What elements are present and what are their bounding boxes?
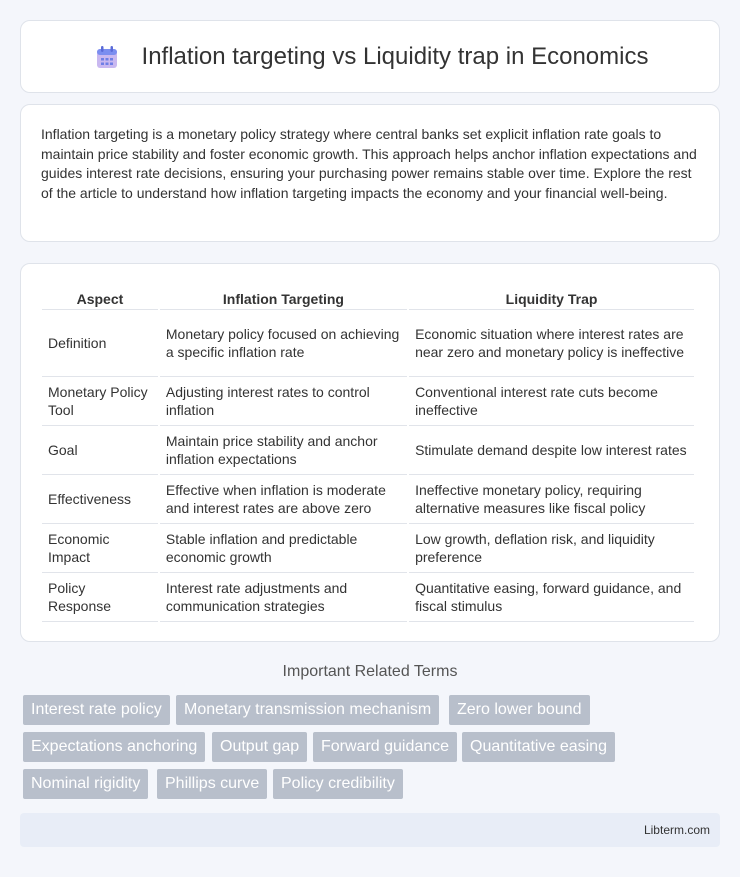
cell-aspect: Economic Impact [42,524,158,573]
cell-aspect: Definition [42,310,158,377]
term-tag[interactable]: Interest rate policy [23,695,170,725]
intro-card [20,104,720,242]
term-tag[interactable]: Zero lower bound [449,695,590,725]
footer [20,813,720,847]
cell-inflation-targeting: Effective when inflation is moderate and interest rates are above zero [160,475,407,524]
cell-inflation-targeting: Maintain price stability and anchor inflation expectations [160,426,407,475]
table-row [42,377,694,426]
header-liquidity-trap: Liquidity Trap [409,284,694,310]
comparison-card [20,263,720,642]
cell-aspect: Effectiveness [42,475,158,524]
comparison-table [40,284,696,622]
term-tag[interactable]: Policy credibility [273,769,403,799]
cell-inflation-targeting: Interest rate adjustments and communication strategies [160,573,407,622]
header-inflation-targeting: Inflation Targeting [160,284,407,310]
page-title: Inflation targeting vs Liquidity trap in Economics [141,42,649,70]
cell-aspect: Monetary Policy Tool [42,377,158,426]
cell-inflation-targeting: Monetary policy focused on achieving a specific inflation rate [160,310,407,377]
term-tag[interactable]: Nominal rigidity [23,769,148,799]
intro-text: Inflation targeting is a monetary policy strategy where central banks set explicit inflation rate goals to maintain price stability and foster economic growth. This approach helps anchor inflation expectations and guides interest rate decisions, ensuring your purchasing power remains stable over time. Explore the rest of the article to understand how inflation targeting impacts the economy and your financial well-being. [41,126,697,201]
cell-liquidity-trap: Conventional interest rate cuts become ineffective [409,377,694,426]
cell-inflation-targeting: Adjusting interest rates to control inflation [160,377,407,426]
cell-liquidity-trap: Quantitative easing, forward guidance, and fiscal stimulus [409,573,694,622]
table-row [42,524,694,573]
term-tag[interactable]: Expectations anchoring [23,732,205,762]
header-card [20,20,720,93]
table-row [42,475,694,524]
table-row [42,426,694,475]
cell-liquidity-trap: Economic situation where interest rates are near zero and monetary policy is ineffective [409,310,694,377]
cell-liquidity-trap: Ineffective monetary policy, requiring alternative measures like fiscal policy [409,475,694,524]
cell-aspect: Policy Response [42,573,158,622]
related-terms-title: Important Related Terms [282,663,458,680]
cell-aspect: Goal [42,426,158,475]
term-tag[interactable]: Monetary transmission mechanism [176,695,439,725]
term-tag[interactable]: Phillips curve [157,769,267,799]
table-header-row [42,284,694,310]
footer-brand-link[interactable]: Libterm.com [643,823,710,837]
term-tag[interactable]: Output gap [212,732,307,762]
cell-liquidity-trap: Low growth, deflation risk, and liquidity preference [409,524,694,573]
cell-inflation-targeting: Stable inflation and predictable economic growth [160,524,407,573]
term-tag[interactable]: Quantitative easing [462,732,615,762]
table-row [42,573,694,622]
cell-liquidity-trap: Stimulate demand despite low interest rates [409,426,694,475]
calendar-icon [92,42,122,72]
term-tag[interactable]: Forward guidance [313,732,457,762]
table-row [42,310,694,377]
header-aspect: Aspect [42,284,158,310]
